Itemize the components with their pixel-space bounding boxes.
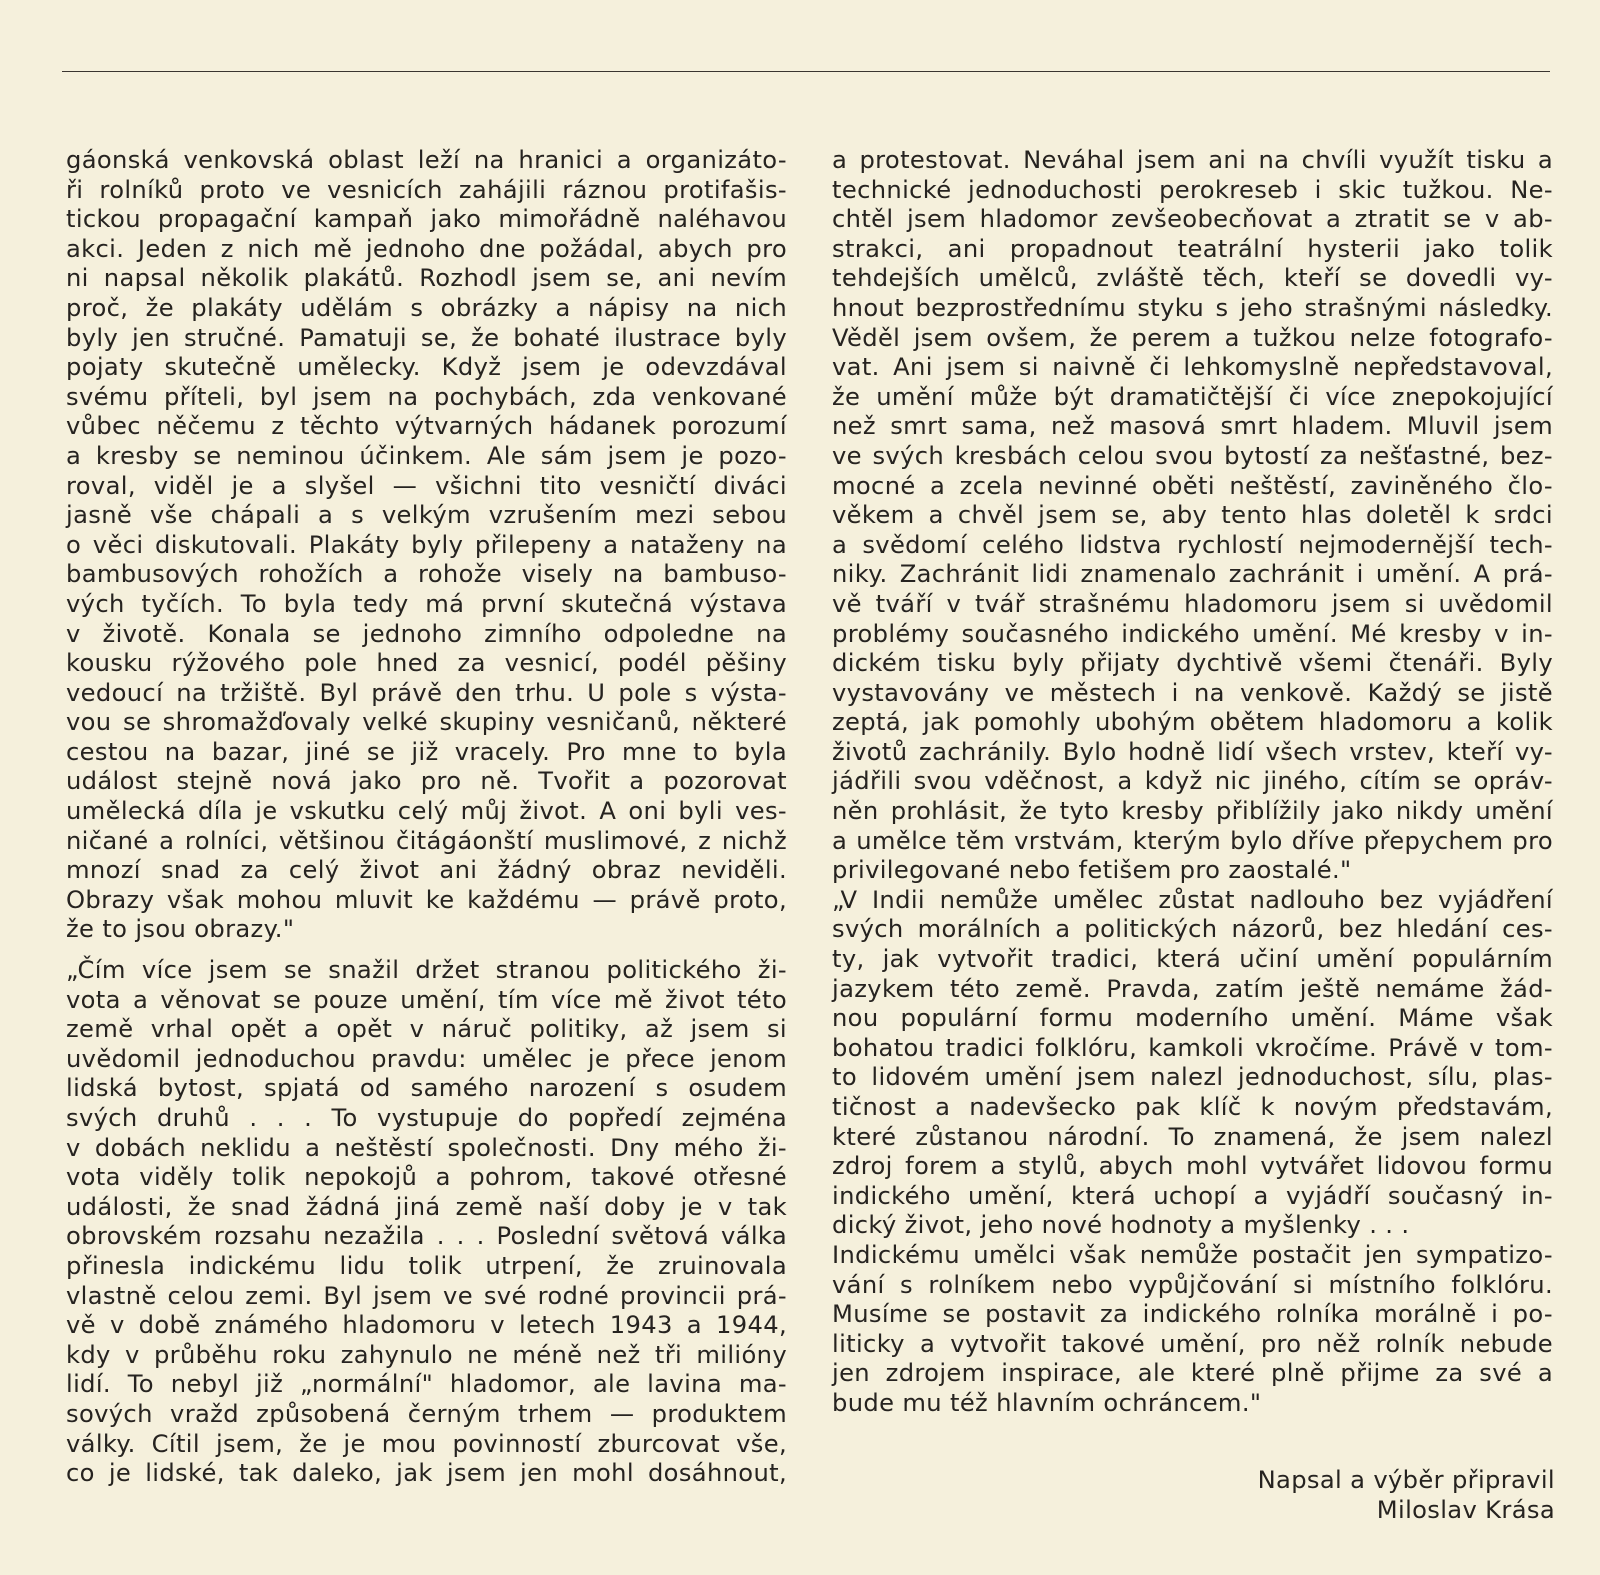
text-line: země vrhal opět a opět v náruč politiky, až jsem si [66,1015,787,1044]
text-line: něn prohlásit, že tyto kresby přiblížily jako nikdy umění [832,797,1553,826]
text-line: vání s rolníkem nebo vypůjčování si místního folklóru. [832,1270,1553,1299]
text-line: umělecká díla je vskutku celý můj život. A oni byli ves- [66,797,787,826]
text-line: privilegované nebo fetišem pro zaostalé." [832,856,1352,885]
right-column [832,146,1553,1419]
text-line: hnout bezprostřednímu styku s jeho strašnými následky. [832,293,1553,322]
paragraph [832,1241,1553,1419]
text-line: Věděl jsem ovšem, že perem a tužkou nelze fotografo- [832,323,1553,352]
text-line: ři rolníků proto ve vesnicích zahájili ráznou protifašis- [66,175,787,204]
text-line: mnozí snad za celý život ani žádný obraz neviděli. [66,856,787,885]
text-line: kdy v průběhu roku zahynulo ne méně než tři milióny [66,1340,787,1369]
text-line: pojaty skutečně umělecky. Když jsem je odevzdával [66,353,787,382]
text-line: svému příteli, byl jsem na pochybách, zda venkované [66,382,787,411]
text-line: bude mu též hlavním ochráncem." [832,1388,1262,1417]
text-line: zeptá, jak pomohly ubohým obětem hladomoru a kolik [832,708,1553,737]
text-line: ty, jak vytvořit tradici, která učiní umění populárním [832,945,1553,974]
text-line: že to jsou obrazy." [66,915,295,944]
text-line: ničané a rolníci, většinou čitágáonští muslimové, z nichž [66,826,787,855]
text-line: byly jen stručné. Pamatuji se, že bohaté ilustrace byly [66,323,787,352]
text-line: jádřili svou vděčnost, a když nic jiného, cítím se opráv- [832,767,1553,796]
signature-author: Miloslav Krása [1376,1496,1555,1524]
text-line: v životě. Konala se jednoho zimního odpoledne na [66,619,787,648]
text-line: liticky a vytvořit takové umění, pro něž rolník nebude [832,1329,1553,1358]
text-line: bohatou tradici folklóru, kamkoli vkročíme. Právě v tom- [832,1033,1553,1062]
text-line: a umělce těm vrstvám, kterým bylo dříve přepychem pro [832,826,1553,855]
text-line: vota a věnovat se pouze umění, tím více mě život této [66,985,787,1014]
text-line: vůbec něčemu z těchto výtvarných hádanek porozumí [66,412,787,441]
signature-line: Napsal a výběr připravil [1257,1466,1555,1494]
paragraph [66,146,787,945]
text-line: co je lidské, tak daleko, jak jsem jen mohl dosáhnout, [66,1459,787,1488]
text-line: tehdejších umělců, zvláště těch, kteří se dovedli vy- [832,264,1553,293]
text-line: než smrt sama, než masová smrt hladem. Mluvil jsem [832,412,1553,441]
text-line: nou populární formu moderního umění. Máme však [832,1004,1553,1033]
text-line: indického umění, která uchopí a vyjádří současný in- [832,1181,1553,1210]
text-line: chtěl jsem hladomor zevšeobecňovat a ztratit se v ab- [832,205,1553,234]
text-line: obrovském rozsahu nezažila . . . Poslední světová válka [66,1222,787,1251]
text-line: že umění může být dramatičtější či více znepokojující [832,382,1553,411]
text-line: Musíme se postavit za indického rolníka morálně i po- [832,1300,1553,1329]
text-line: dickém tisku byly přijaty dychtivě všemi čtenáři. Byly [832,649,1553,678]
text-line: bambusových rohožích a rohože visely na bambuso- [66,560,787,589]
text-line: přinesla indickému lidu tolik utrpení, že zruinovala [66,1251,787,1280]
text-line: životů zachránily. Bylo hodně lidí všech vrstev, kteří vy- [832,737,1553,766]
text-line: a svědomí celého lidstva rychlostí nejmodernější tech- [832,530,1553,559]
text-line: tičnost a nadevšecko pak klíč k novým představám, [832,1093,1553,1121]
text-line: „V Indii nemůže umělec zůstat nadlouho bez vyjádření [832,885,1553,914]
text-line: událost stejně nová jako pro ně. Tvořit a pozorovat [66,767,787,796]
paragraph [832,146,1553,886]
text-line: Obrazy však mohou mluvit ke každému — právě proto, [66,885,787,914]
text-line: události, že snad žádná jiná země naší doby je v tak [66,1192,787,1221]
text-line: niky. Zachránit lidi znamenalo zachránit i umění. A prá- [832,560,1553,589]
text-line: kousku rýžového pole hned za vesnicí, podél pěšiny [66,649,787,678]
text-line: vat. Ani jsem si naivně či lehkomyslně nepředstavoval, [832,353,1553,382]
text-line: věkem a chvěl jsem se, aby tento hlas doletěl k srdci [832,501,1553,530]
text-line: vedoucí na tržiště. Byl právě den trhu. U pole s výsta- [66,678,787,707]
text-line: války. Cítil jsem, že je mou povinností zburcovat vše, [66,1429,787,1458]
text-line: lidí. To nebyl již „normální" hladomor, ale lavina ma- [66,1370,787,1399]
text-line: o věci diskutovali. Plakáty byly přilepeny a nataženy na [66,530,787,559]
text-line: to lidovém umění jsem nalezl jednoduchost, sílu, plas- [832,1063,1553,1092]
text-line: jasně vše chápali a s velkým vzrušením mezi sebou [66,501,787,530]
text-line: vou se shromažďovaly velké skupiny vesničanů, některé [66,708,787,737]
text-line: proč, že plakáty udělám s obrázky a nápisy na nich [66,293,787,322]
text-line: vě tváří v tvář strašnému hladomoru jsem si uvědomil [832,589,1553,618]
text-line: ni napsal několik plakátů. Rozhodl jsem se, ani nevím [66,264,787,293]
text-line: strakci, ani propadnout teatrální hysterii jako tolik [832,234,1553,263]
text-line: které zůstanou národní. To znamená, že jsem nalezl [832,1122,1553,1151]
text-line: vých tyčích. To byla tedy má první skutečná výstava [66,589,787,618]
top-rule [62,71,1550,72]
text-line: ve svých kresbách celou svou bytostí za nešťastné, bez- [832,441,1553,470]
text-line: vystavovány ve městech i na venkově. Každý se jistě [832,678,1553,707]
text-line: tickou propagační kampaň jako mimořádně naléhavou [66,205,787,234]
text-line: mocné a zcela nevinné oběti neštěstí, zaviněného člo- [832,471,1553,500]
text-line: sových vražd způsobená černým trhem — produktem [66,1399,787,1428]
text-line: jen zdrojem inspirace, ale které plně přijme za své a [832,1359,1553,1388]
text-line: lidská bytost, spjatá od samého narození s osudem [66,1074,787,1103]
left-column [66,146,787,1489]
text-line: vě v době známého hladomoru v letech 1943 a 1944, [66,1311,787,1340]
paragraph [66,956,787,1489]
signature [1258,1465,1555,1525]
text-line: akci. Jeden z nich mě jednoho dne požádal, abych pro [66,234,787,263]
text-line: v dobách neklidu a neštěstí společnosti. Dny mého ži- [66,1133,787,1162]
text-line: „Čím více jsem se snažil držet stranou politického ži- [66,956,787,985]
text-line: vlastně celou zemi. Byl jsem ve své rodné provincii prá- [66,1281,787,1310]
text-line: svých morálních a politických názorů, bez hledání ces- [832,915,1553,944]
text-line: dický život, jeho nové hodnoty a myšlenky . . . [832,1211,1410,1240]
text-line: technické jednoduchosti perokreseb i skic tužkou. Ne- [832,175,1553,204]
text-line: roval, viděl je a slyšel — všichni tito vesničtí diváci [66,471,787,500]
paragraph [832,886,1553,1241]
text-line: zdroj forem a stylů, abych mohl vytvářet lidovou formu [832,1152,1553,1181]
text-line: problémy současného indického umění. Mé kresby v in- [832,619,1553,648]
text-line: svých druhů . . . To vystupuje do popředí zejména [66,1104,787,1132]
text-line: Indickému umělci však nemůže postačit jen sympatizo- [832,1240,1553,1269]
text-line: jazykem této země. Pravda, zatím ještě nemáme žád- [832,974,1553,1003]
text-line: a kresby se neminou účinkem. Ale sám jsem je pozo- [66,441,787,470]
text-line: a protestovat. Neváhal jsem ani na chvíli využít tisku a [832,146,1553,174]
text-line: uvědomil jednoduchou pravdu: umělec je přece jenom [66,1044,787,1073]
text-line: gáonská venkovská oblast leží na hranici a organizáto- [66,146,787,174]
text-line: cestou na bazar, jiné se již vracely. Pro mne to byla [66,737,787,766]
text-line: vota viděly tolik nepokojů a pohrom, takové otřesné [66,1163,787,1192]
